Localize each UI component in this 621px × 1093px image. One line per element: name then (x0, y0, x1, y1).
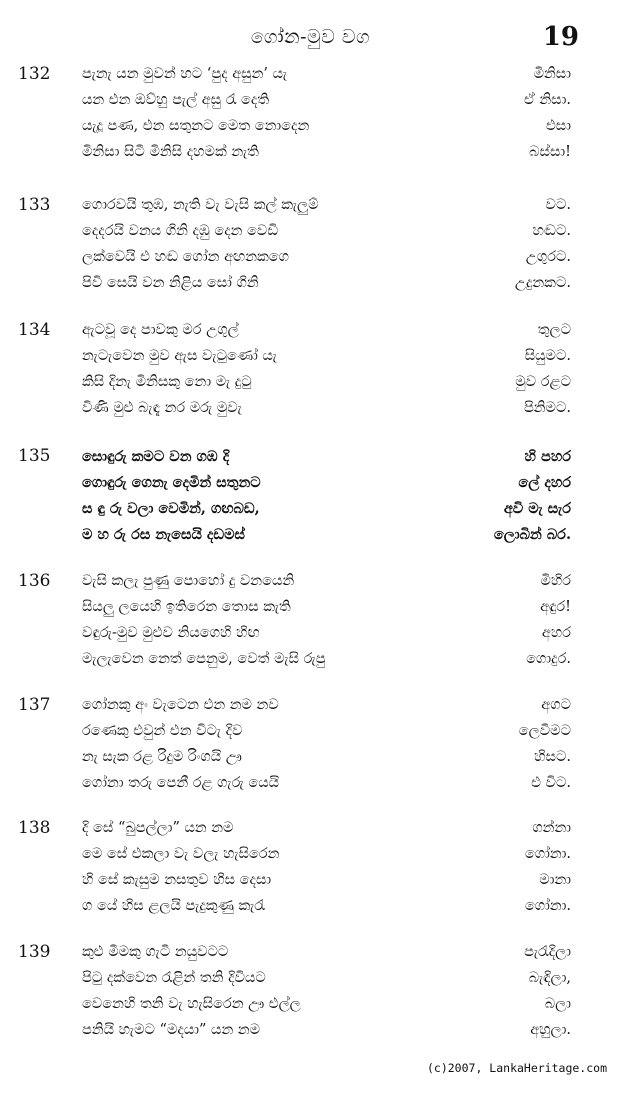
verse-text: නැටැවෙන මුව ඇස වැටුණෝ යැ (82, 348, 277, 364)
stanza (0, 944, 621, 1048)
verse-text: මැලැවෙන නෙත් පෙනුම, වෙත් මැසි රුපු (82, 651, 326, 667)
verse-text: සියලු ලයෙහි ඉතිරෙන තොස කැති (82, 599, 291, 615)
verse-rhyme-word: මිහිර (540, 573, 571, 589)
verse-text: රණෙකු එවුන් එන විටැ දිව (82, 723, 243, 739)
verse-text: පිටු දක්වෙන රැළින් තනි දිවියට (82, 970, 266, 986)
verse-line (0, 820, 621, 846)
verse-text: පැනැ යන මුවන් හට ‘පුද අසුන’ යැ (82, 66, 288, 82)
verse-rhyme-word: සියුමට. (524, 348, 571, 364)
verse-rhyme-word: පැරැදිලා (524, 944, 571, 960)
verse-text: සොඳුරු කමට වන ගඹ දි (82, 448, 230, 465)
verse-rhyme-word: අඳුර! (540, 599, 571, 615)
verse-text: නැ සැක රළ රිදුම රිංගයි ඌ (82, 749, 242, 765)
verse-rhyme-word: අවි මැ සැර (503, 500, 571, 517)
verse-line (0, 197, 621, 223)
verse-line (0, 223, 621, 249)
verse-line (0, 573, 621, 599)
verse-rhyme-word: බලා (544, 996, 571, 1012)
verse-text: පනියි හැමට “මදයා” යන නම (82, 1022, 261, 1038)
verse-rhyme-word: එසා (545, 118, 571, 134)
verse-rhyme-word: මානා (539, 872, 571, 888)
stanza-number: 137 (18, 695, 51, 715)
verse-line (0, 625, 621, 651)
stanza (0, 322, 621, 426)
verse-text: ග යේ හිස ළලයි පැදුකුණු කැරැ (82, 898, 266, 914)
stanza (0, 66, 621, 170)
verse-rhyme-word: ලෙවීමට (518, 723, 571, 739)
verse-line (0, 249, 621, 275)
verse-rhyme-word: එ විට. (531, 775, 571, 791)
verse-rhyme-word: පිනිමට. (523, 400, 571, 416)
page-number: 19 (542, 22, 579, 52)
stanza (0, 820, 621, 924)
stanza-number: 132 (18, 64, 51, 84)
stanza (0, 573, 621, 677)
verse-line (0, 996, 621, 1022)
verse-text: ගෝනා තරු පෙනී රළ ගැරු යෙයි (82, 775, 280, 791)
verse-rhyme-word: ලොබින් බර. (493, 526, 571, 543)
stanza-number: 136 (18, 571, 51, 591)
verse-text: ම හ රු රස නැසෙයි දඩමස් (82, 526, 245, 543)
verse-rhyme-word: හඬට. (532, 223, 571, 239)
verse-rhyme-word: හිසට. (534, 749, 571, 765)
verse-text: වෙනෙහි තනි වැ හැසිරෙන ඌ එල්ල (82, 996, 301, 1012)
stanza (0, 197, 621, 301)
verse-line (0, 275, 621, 301)
stanza-number: 138 (18, 818, 51, 838)
verse-text: ලක්වෙයි එ හඬ ගෝන අඟනකගෙ (82, 249, 289, 265)
page-title: ගෝන-මුව වග (250, 26, 371, 48)
verse-text: වඳුරු-මුව මුළුව නියගෙහි හිඟ (82, 625, 260, 641)
verse-rhyme-word: ගොදුර. (526, 651, 571, 667)
verse-rhyme-word: තුලට (537, 322, 571, 338)
verse-line (0, 66, 621, 92)
verse-rhyme-word: හි පහර (524, 448, 571, 465)
verse-line (0, 723, 621, 749)
verse-line (0, 118, 621, 144)
verse-text: දි සේ “බුපල්ලා” යන නම (82, 820, 234, 836)
stanza (0, 697, 621, 801)
verse-line (0, 775, 621, 801)
verse-rhyme-word: උදුනකට. (514, 275, 571, 291)
verse-line (0, 400, 621, 426)
verse-text: පිවි සෙයි වන නිළිය සෝ ගිනි (82, 275, 259, 291)
verse-rhyme-word: ඒ නිසා. (523, 92, 571, 108)
stanza-number: 139 (18, 942, 51, 962)
verse-line (0, 474, 621, 500)
verse-rhyme-word: බැඳිලා, (528, 970, 571, 986)
verse-line (0, 970, 621, 996)
verse-text: යැදූ පණ, එන සතුනට මෙත නොදෙන (82, 118, 310, 134)
stanza-number: 135 (18, 446, 51, 466)
verse-line (0, 749, 621, 775)
verse-text: කුළු මීමකු ගැටී නයුවටට (82, 944, 229, 960)
verse-line (0, 898, 621, 924)
verse-line (0, 1022, 621, 1048)
verse-line (0, 526, 621, 552)
verse-rhyme-word: අගට (541, 697, 571, 713)
verse-text: මිනිසා සිටී මිනිසි දහමක් නැති (82, 144, 259, 160)
verse-line (0, 500, 621, 526)
verse-text: වැසි කලැ පුණු පොහෝ දු වනයෙනි (82, 573, 295, 589)
verse-text: යන එන ඔව්හු පැල් අසු රැ දෙති (82, 92, 270, 108)
verse-rhyme-word: අහුලා. (530, 1022, 571, 1038)
verse-line (0, 872, 621, 898)
verse-line (0, 846, 621, 872)
verse-text: ඇටවූ දෙ පාවකු මර උගුල් (82, 322, 239, 338)
page-header (0, 22, 621, 62)
verse-text: ගොඳුරු ගෙනැ දෙමින් සතුනට (82, 474, 261, 491)
verse-line (0, 92, 621, 118)
verse-text: මෙ සේ එකලා වැ වලැ හැසිරෙන (82, 846, 280, 862)
verse-rhyme-word: ගෝනා. (524, 846, 571, 862)
verse-line (0, 348, 621, 374)
verse-text: ස ඳු රු වලා වෙමින්, ගඟබඩ, (82, 500, 260, 517)
verse-line (0, 448, 621, 474)
verse-line (0, 697, 621, 723)
verse-rhyme-word: වට. (545, 197, 571, 213)
verse-rhyme-word: උගුරට. (525, 249, 571, 265)
verse-rhyme-word: ලේ දහර (518, 474, 571, 491)
stanza-number: 134 (18, 320, 51, 340)
verse-line (0, 944, 621, 970)
verse-rhyme-word: බස්සා! (529, 144, 571, 160)
verse-text: ගෝනකු අං වැටෙන එන නම නව (82, 697, 279, 713)
verse-rhyme-word: අහර (541, 625, 571, 641)
verse-line (0, 651, 621, 677)
verse-rhyme-word: මිනිසා (533, 66, 571, 82)
stanza-number: 133 (18, 195, 51, 215)
verse-rhyme-word: ගෝනා. (524, 898, 571, 914)
verse-line (0, 599, 621, 625)
verse-line (0, 322, 621, 348)
verse-rhyme-word: මුව රළට (515, 374, 571, 390)
copyright-notice: (c)2007, LankaHeritage.com (426, 1061, 607, 1075)
verse-line (0, 374, 621, 400)
verse-rhyme-word: ගන්නා (532, 820, 571, 836)
verse-text: කිසි දිනැ මිනිසකු නො මැ දුටු (82, 374, 252, 390)
verse-line (0, 144, 621, 170)
verse-text: දෙදරයි වනය ගිනි දඹු දෙන වෙඩි (82, 223, 279, 239)
verse-text: විණි මුළු බැඳැ නර මරු මුවැ (82, 400, 242, 416)
stanza (0, 448, 621, 552)
verse-text: ගොරවයි තුඹ, නැති වැ වැසි කල් කැලුම් (82, 197, 319, 213)
verse-text: හි සේ කැසුම නසතුව හිස දෙසා (82, 872, 272, 888)
